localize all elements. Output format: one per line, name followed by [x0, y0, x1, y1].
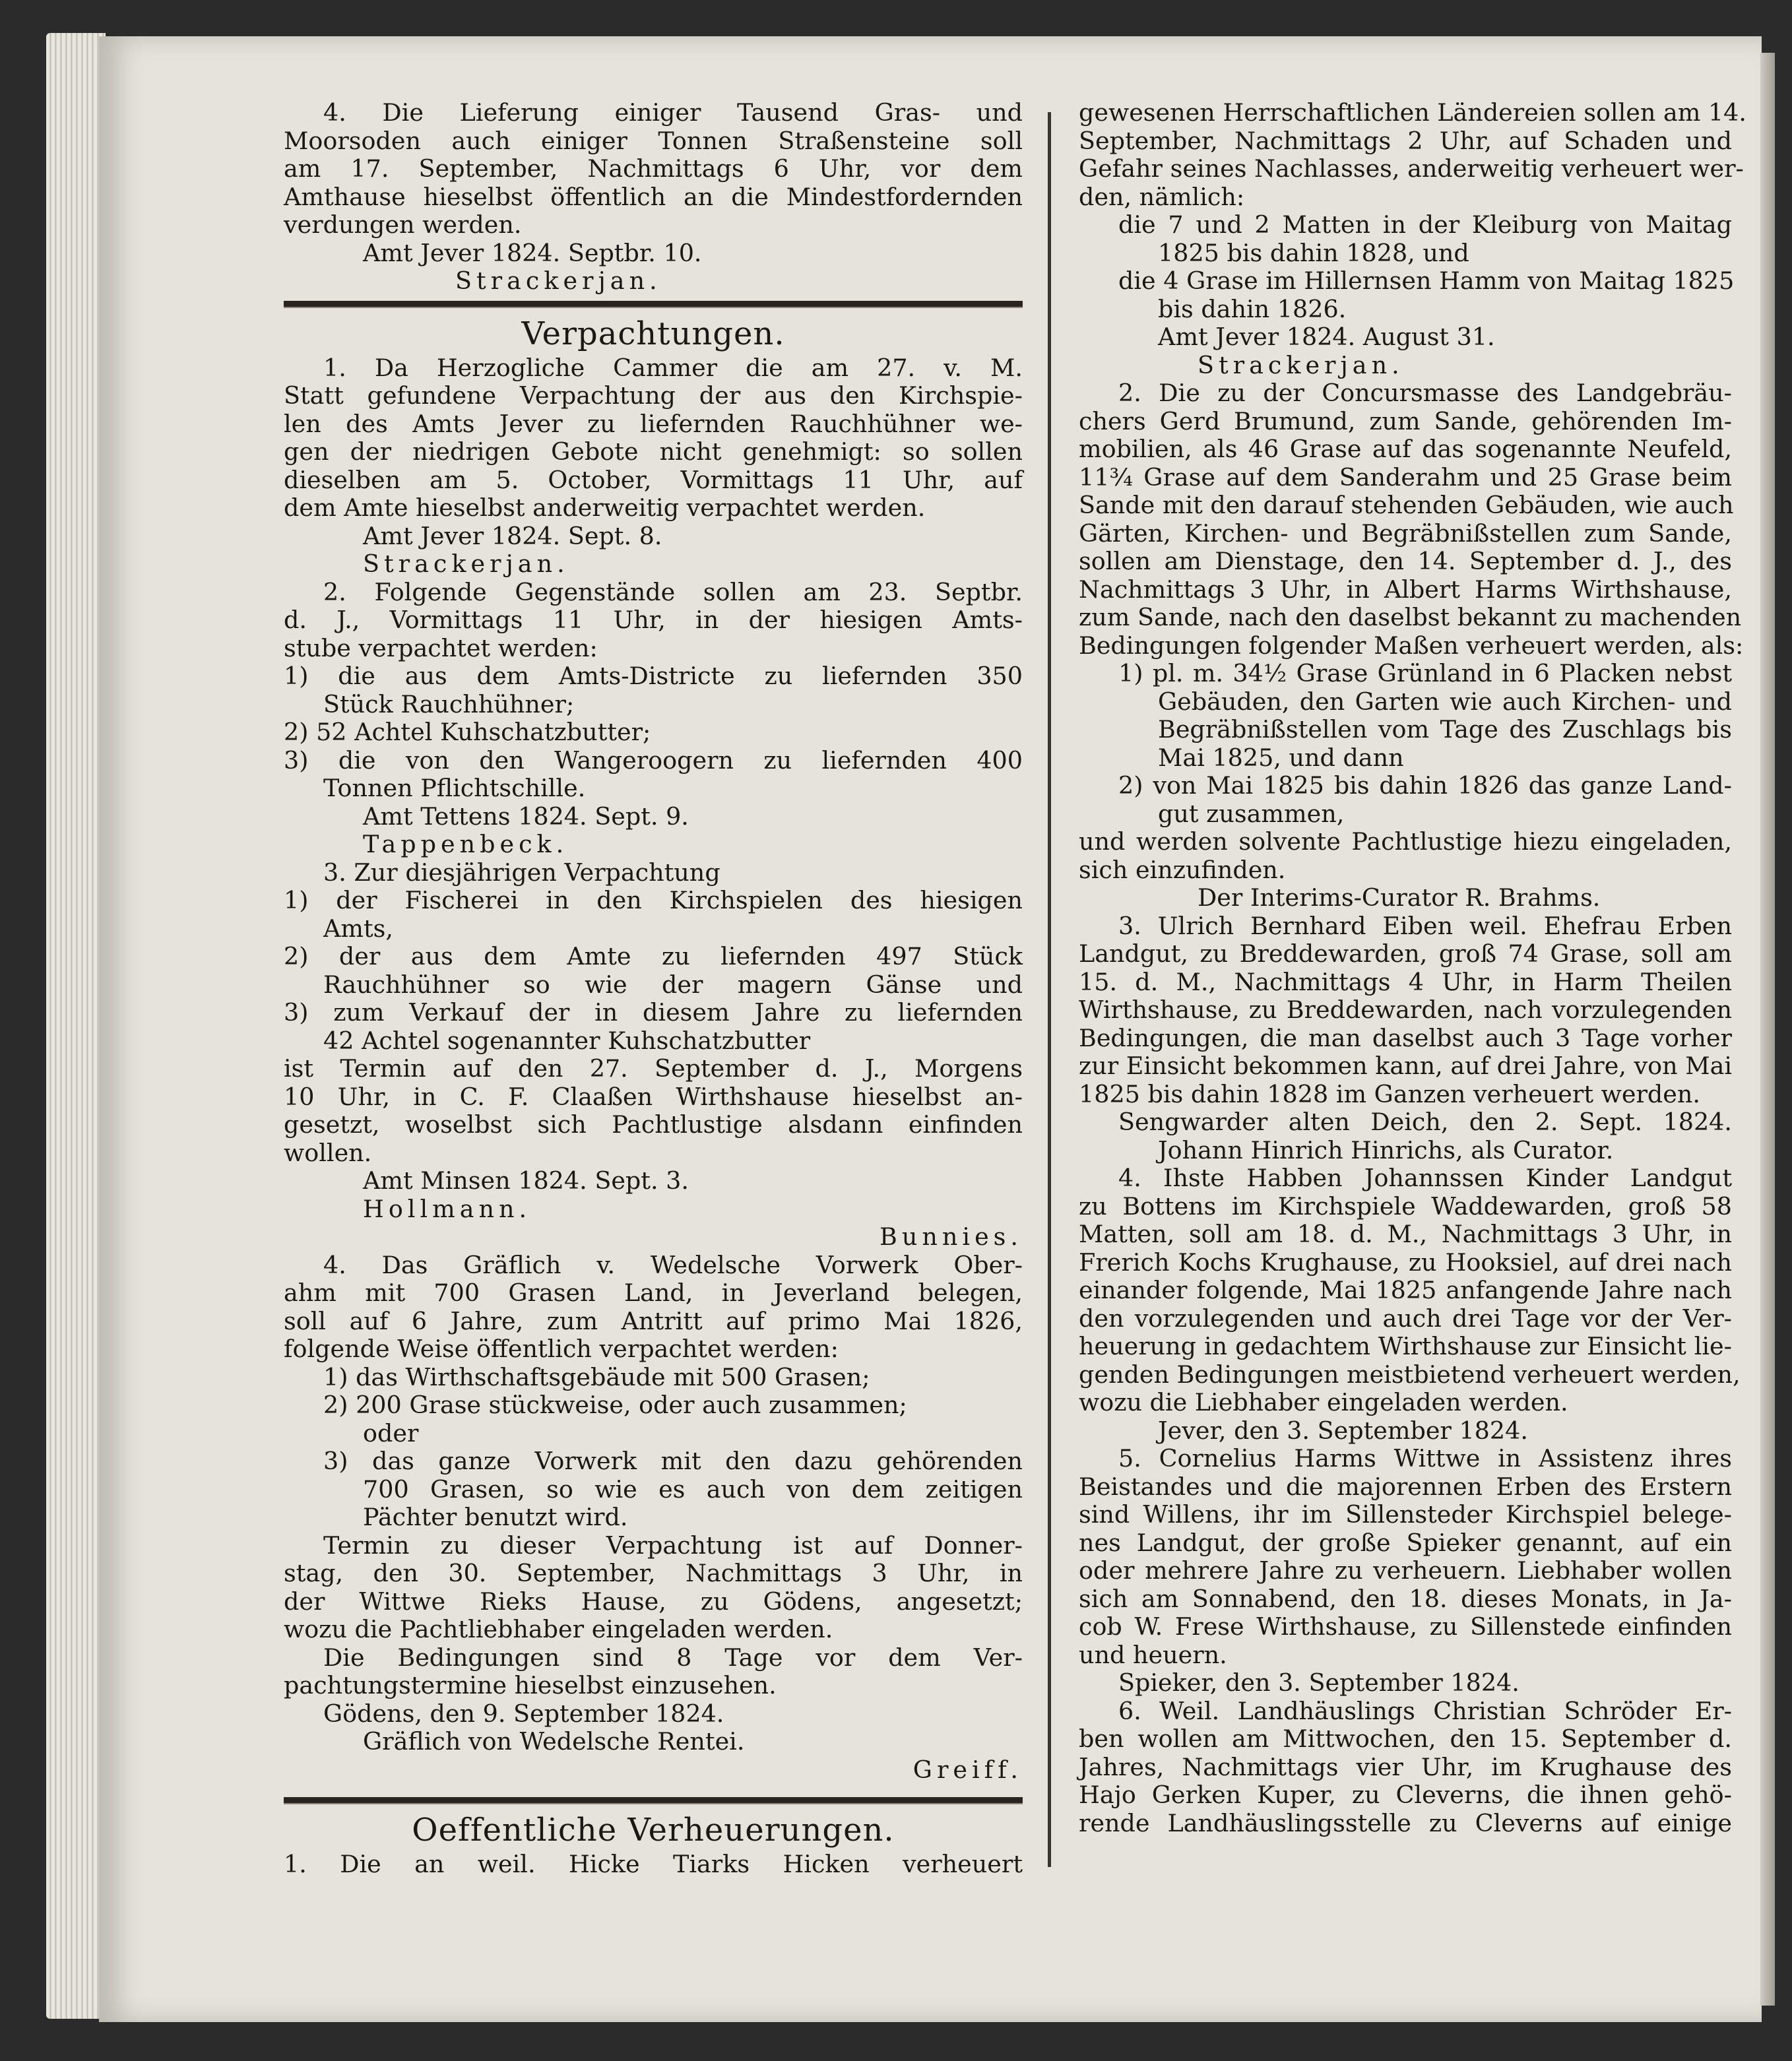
text-line: 6. Weil. Landhäuslings Christian Schröder Er-	[1118, 1696, 1732, 1725]
text-line: zu Bottens im Kirchspiele Waddewarden, groß 58	[1079, 1191, 1732, 1221]
text-line: 2. Folgende Gegenstände sollen am 23. Septbr.	[323, 577, 1023, 606]
text-line: cob W. Frese Wirthshause, zu Sillenstede einfinden	[1079, 1612, 1732, 1641]
text-line: 15. d. M., Nachmittags 4 Uhr, in Harm Theilen	[1079, 967, 1732, 996]
text-line: 2. Die zu der Concursmasse des Landgebräu-	[1118, 379, 1732, 407]
list-item: 2) 52 Achtel Kuhschatzbutter;	[284, 718, 651, 746]
column-divider	[1048, 112, 1051, 1867]
text-line: oder mehrere Jahre zu verheuern. Liebhaber wollen	[1079, 1556, 1732, 1585]
left-column	[284, 99, 1023, 1879]
text-line: Spieker, den 3. September 1824.	[1118, 1668, 1520, 1697]
text-line: 1. Da Herzogliche Cammer die am 27. v. M.	[323, 353, 1023, 382]
text-line: Moorsoden auch einiger Tonnen Straßensteine soll	[284, 126, 1023, 155]
text-line: zum Sande, nach den daselbst bekannt zu machenden	[1079, 603, 1742, 631]
text-line: Gefahr seines Nachlasses, anderweitig verheuert wer-	[1079, 154, 1744, 183]
text-line: 3. Ulrich Bernhard Eiben weil. Ehefrau Erben	[1118, 911, 1732, 940]
text-line: Jahres, Nachmittags vier Uhr, im Krughause des	[1079, 1752, 1732, 1781]
list-item: Begräbnißstellen vom Tage des Zuschlags bis	[1158, 715, 1732, 744]
text-line: 1825 bis dahin 1828 im Ganzen verheuert werden.	[1079, 1079, 1700, 1108]
text-line: sich einzufinden.	[1079, 855, 1286, 884]
list-item: 2) 200 Grase stückweise, oder auch zusammen;	[323, 1391, 907, 1419]
text-line: 1. Die an weil. Hicke Tiarks Hicken verheuert	[284, 1850, 1023, 1878]
text-line: rende Landhäuslingsstelle zu Cleverns auf einige	[1079, 1808, 1732, 1837]
text-line: den, nämlich:	[1079, 182, 1245, 211]
text-line: oder	[363, 1418, 419, 1447]
signature-line: Strackerjan.	[1198, 350, 1404, 379]
text-line: Sengwarder alten Deich, den 2. Sept. 1824.	[1118, 1108, 1732, 1136]
text-line: mobilien, als 46 Grase auf das sogenannte Neufeld,	[1079, 435, 1732, 463]
text-line: den vorzulegenden und auch drei Tage vor der Ver-	[1079, 1304, 1732, 1333]
list-item: 1) der Fischerei in den Kirchspielen des hiesigen	[284, 886, 1023, 914]
text-line: Sande mit den darauf stehenden Gebäuden, wie auch	[1079, 491, 1734, 519]
text-line: Statt gefundene Verpachtung der aus den Kirchspie-	[284, 381, 1023, 410]
list-item: die 7 und 2 Matten in der Kleiburg von Maitag	[1118, 210, 1732, 239]
text-line: gesetzt, woselbst sich Pachtlustige alsdann einfinden	[284, 1110, 1023, 1139]
section-heading: Verpachtungen.	[521, 315, 785, 352]
list-item: die 4 Grase im Hillernsen Hamm von Maitag 1825	[1118, 267, 1735, 295]
section-heading: Oeffentliche Verheuerungen.	[412, 1812, 895, 1849]
text-line: gen der niedrigen Gebote nicht genehmigt: so sollen	[284, 437, 1023, 466]
section-rule	[284, 1797, 1023, 1803]
text-line: Bedingungen, die man daselbst auch 3 Tage vorher	[1079, 1023, 1732, 1052]
signature-line: Tappenbeck.	[363, 830, 569, 858]
text-line: Amt Jever 1824. Septbr. 10.	[363, 238, 702, 267]
text-line: genden Bedingungen meistbietend verheuert werden,	[1079, 1360, 1741, 1389]
text-line: len des Amts Jever zu liefernden Rauchhühner we-	[284, 409, 1023, 438]
text-line: Nachmittags 3 Uhr, in Albert Harms Wirthshause,	[1079, 575, 1732, 604]
text-line: sich am Sonnabend, den 18. dieses Monats, in Ja-	[1079, 1584, 1732, 1613]
list-item: Mai 1825, und dann	[1158, 743, 1404, 772]
list-item: 2) von Mai 1825 bis dahin 1826 das ganze Land-	[1118, 771, 1732, 800]
text-line: Amt Jever 1824. August 31.	[1158, 323, 1495, 351]
text-line: Jever, den 3. September 1824.	[1158, 1416, 1528, 1445]
text-line: 4. Ihste Habben Johannssen Kinder Landgut	[1118, 1164, 1732, 1192]
list-item: gut zusammen,	[1158, 799, 1345, 828]
signature-line: Der Interims-Curator R. Brahms.	[1198, 883, 1601, 912]
text-line: Beistandes und die majorennen Erben des Erstern	[1079, 1472, 1732, 1501]
text-line: 5. Cornelius Harms Wittwe in Assistenz ihres	[1118, 1444, 1732, 1473]
text-line: Landgut, zu Breddewarden, groß 74 Grase, soll am	[1079, 939, 1732, 968]
text-line: dieselben am 5. October, Vormittags 11 Uhr, auf	[284, 465, 1023, 494]
signature-line: Bunnies.	[880, 1222, 1023, 1251]
text-line: Amt Jever 1824. Sept. 8.	[363, 521, 662, 550]
signature-line: Greiff.	[912, 1755, 1023, 1784]
text-line: gewesenen Herrschaftlichen Ländereien sollen am 14.	[1079, 98, 1747, 127]
text-line: d. J., Vormittags 11 Uhr, in der hiesigen Amts-	[284, 606, 1023, 634]
text-line: Gräflich von Wedelsche Rentei.	[363, 1727, 745, 1756]
text-line: ahm mit 700 Grasen Land, in Jeverland belegen,	[284, 1279, 1023, 1307]
text-line: ben wollen am Mittwochen, den 15. September d.	[1079, 1725, 1732, 1753]
text-line: Bedingungen folgender Maßen verheuert werden, als:	[1079, 631, 1744, 660]
text-line: wozu die Pachtliebhaber eingeladen werden.	[284, 1615, 833, 1643]
text-line: am 17. September, Nachmittags 6 Uhr, vor dem	[284, 154, 1023, 183]
text-line: ist Termin auf den 27. September d. J., Morgens	[284, 1054, 1023, 1083]
list-item: 2) der aus dem Amte zu liefernden 497 Stück	[284, 942, 1023, 970]
list-item: 3) zum Verkauf der in diesem Jahre zu liefernden	[284, 998, 1023, 1027]
book-page-edges	[46, 33, 106, 2019]
list-item: Stück Rauchhühner;	[323, 689, 575, 718]
list-item: 1825 bis dahin 1828, und	[1158, 238, 1469, 267]
text-line: soll auf 6 Jahre, zum Antritt auf primo Mai 1826,	[284, 1306, 1023, 1335]
text-line: Hajo Gerken Kuper, zu Cleverns, die ihnen gehö-	[1079, 1781, 1732, 1809]
text-line: 10 Uhr, in C. F. Claaßen Wirthshause hieselbst an-	[284, 1082, 1023, 1111]
signature-line: Hollmann.	[363, 1194, 532, 1223]
text-line: Amthause hieselbst öffentlich an die Mindestfordernden	[284, 182, 1023, 211]
list-item: Amts,	[323, 914, 393, 943]
text-line: Frerich Kochs Krughause, zu Hooksiel, auf drei nach	[1079, 1248, 1732, 1277]
text-line: wozu die Liebhaber eingeladen werden.	[1079, 1388, 1568, 1416]
list-item: 3) die von den Wangeroogern zu liefernden 400	[284, 745, 1023, 775]
section-rule	[284, 301, 1023, 307]
text-line: 3. Zur diesjährigen Verpachtung	[323, 858, 720, 887]
text-line: Amt Minsen 1824. Sept. 3.	[363, 1166, 689, 1195]
text-line: stag, den 30. September, Nachmittags 3 Uhr, in	[284, 1559, 1023, 1587]
text-line: Gärten, Kirchen- und Begräbnißstellen zum Sande,	[1079, 519, 1732, 548]
list-item: 1) die aus dem Amts-Districte zu liefernden 350	[284, 662, 1023, 690]
signature-line: Johann Hinrich Hinrichs, als Curator.	[1158, 1135, 1614, 1164]
text-line: der Wittwe Rieks Hause, zu Gödens, angesetzt;	[284, 1587, 1023, 1616]
text-line: Termin zu dieser Verpachtung ist auf Donner-	[323, 1531, 1023, 1560]
page-right-edge	[1760, 53, 1775, 2006]
list-item: 1) das Wirthschaftsgebäude mit 500 Grasen;	[323, 1362, 870, 1391]
list-item: bis dahin 1826.	[1158, 294, 1347, 323]
list-item: Gebäuden, den Garten wie auch Kirchen- und	[1158, 687, 1732, 716]
list-item: 42 Achtel sogenannter Kuhschatzbutter	[323, 1026, 811, 1055]
text-line: September, Nachmittags 2 Uhr, auf Schaden und	[1079, 126, 1732, 155]
signature-line: Strackerjan.	[363, 550, 569, 578]
text-line: pachtungstermine hieselbst einzusehen.	[284, 1671, 777, 1699]
text-line: dem Amte hieselbst anderweitig verpachtet werden.	[284, 493, 926, 522]
list-item: Rauchhühner so wie der magern Gänse und	[323, 970, 1023, 999]
text-line: und werden solvente Pachtlustige hiezu eingeladen,	[1079, 827, 1732, 856]
list-item: 700 Grasen, so wie es auch von dem zeitigen	[363, 1474, 1023, 1504]
right-column	[1079, 98, 1747, 1837]
text-line: Wirthshause, zu Breddewarden, nach vorzulegenden	[1079, 996, 1732, 1024]
signature-line: Strackerjan.	[455, 267, 662, 295]
text-line: 11¾ Grase auf dem Sanderahm und 25 Grase beim	[1079, 462, 1732, 491]
list-item: 3) das ganze Vorwerk mit den dazu gehörenden	[323, 1447, 1023, 1475]
text-line: heuerung in gedachtem Wirthshause zur Einsicht lie-	[1079, 1332, 1732, 1360]
text-line: 4. Die Lieferung einiger Tausend Gras- und	[323, 98, 1023, 127]
text-line: sollen am Dienstage, den 14. September d. J., des	[1079, 547, 1732, 575]
text-line: stube verpachtet werden:	[284, 633, 598, 662]
text-line: nes Landgut, der große Spieker genannt, auf ein	[1079, 1528, 1732, 1557]
text-line: einander folgende, Mai 1825 anfangende Jahre nach	[1079, 1276, 1732, 1304]
text-line: zur Einsicht bekommen kann, auf drei Jahre, von Mai	[1079, 1052, 1733, 1080]
text-line: sind Willens, ihr im Sillensteder Kirchspiel belege-	[1079, 1500, 1732, 1529]
list-item: Tonnen Pflichtschille.	[323, 774, 586, 802]
list-item: 1) pl. m. 34½ Grase Grünland in 6 Placken nebst	[1118, 659, 1732, 687]
list-item: Pächter benutzt wird.	[363, 1503, 628, 1531]
text-line: Die Bedingungen sind 8 Tage vor dem Ver-	[323, 1643, 1023, 1672]
text-line: folgende Weise öffentlich verpachtet werden:	[284, 1335, 839, 1363]
text-line: Matten, soll am 18. d. M., Nachmittags 3 Uhr, in	[1079, 1220, 1732, 1248]
text-line: Amt Tettens 1824. Sept. 9.	[363, 802, 689, 831]
text-line: chers Gerd Brumund, zum Sande, gehörenden Im-	[1079, 406, 1732, 435]
text-line: verdungen werden.	[284, 210, 522, 239]
text-line: und heuern.	[1079, 1640, 1227, 1669]
text-line: Gödens, den 9. September 1824.	[323, 1699, 724, 1728]
text-line: 4. Das Gräflich v. Wedelsche Vorwerk Ober-	[323, 1250, 1023, 1279]
text-line: wollen.	[284, 1138, 372, 1167]
